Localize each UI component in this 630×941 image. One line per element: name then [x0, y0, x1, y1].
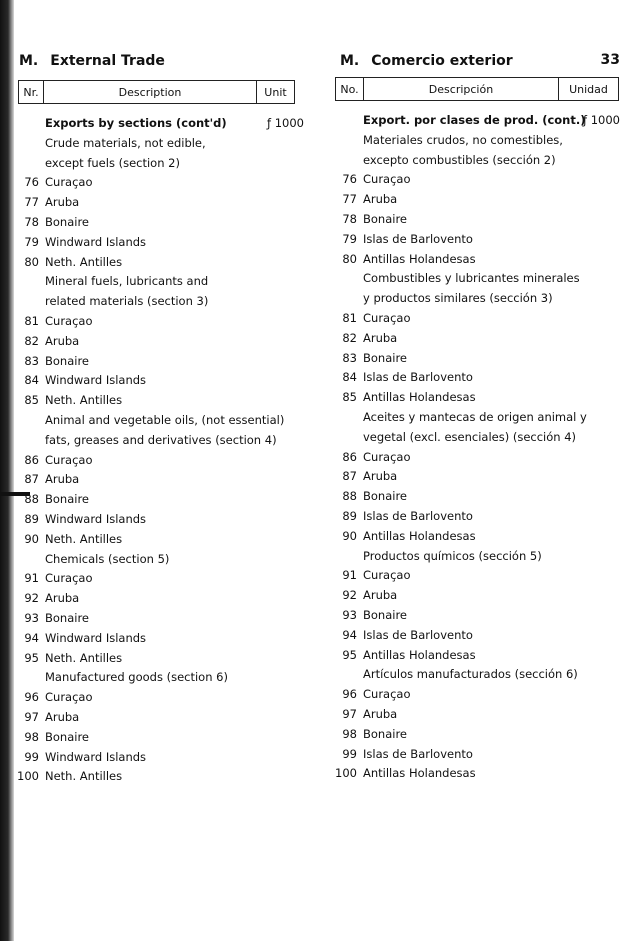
row-description: Crude materials, not edible,	[45, 135, 206, 150]
section-heading-row	[14, 292, 304, 312]
right-table-header	[335, 77, 619, 101]
table-row	[332, 705, 620, 725]
row-description: Curaçao	[45, 452, 93, 467]
table-row	[332, 388, 620, 408]
row-description: y productos similares (sección 3)	[363, 291, 553, 306]
row-number: 88	[342, 489, 357, 504]
row-description: Aruba	[363, 469, 398, 484]
row-description: Bonaire	[363, 489, 408, 504]
section-heading-row	[14, 114, 304, 134]
row-number: 94	[342, 627, 357, 642]
row-number: 77	[24, 195, 39, 210]
row-description: Windward Islands	[45, 511, 147, 526]
section-heading-row	[332, 289, 620, 309]
table-row	[332, 210, 620, 230]
row-number: 82	[342, 330, 357, 345]
table-row	[332, 685, 620, 705]
table-row	[332, 368, 620, 388]
row-description: Bonaire	[45, 492, 90, 507]
row-description: Antillas Holandesas	[363, 390, 476, 405]
row-number: 93	[342, 607, 357, 622]
row-number: 76	[24, 175, 39, 190]
row-number: 89	[24, 511, 39, 526]
table-row	[14, 708, 304, 728]
right-header-no: No.	[336, 78, 364, 100]
section-heading-row	[332, 547, 620, 567]
section-heading-row	[14, 550, 304, 570]
section-heading-row	[14, 272, 304, 292]
section-heading-row	[332, 269, 620, 289]
table-row	[332, 606, 620, 626]
table-row	[14, 391, 304, 411]
table-row	[14, 332, 304, 352]
row-number: 92	[342, 588, 357, 603]
row-number: 95	[24, 650, 39, 665]
row-description: Aruba	[45, 333, 80, 348]
row-number: 98	[342, 726, 357, 741]
row-description: Windward Islands	[45, 373, 147, 388]
row-number: 78	[24, 214, 39, 229]
row-description: Antillas Holandesas	[363, 528, 476, 543]
row-description: Neth. Antilles	[45, 393, 123, 408]
table-row	[14, 470, 304, 490]
row-number: 82	[24, 333, 39, 348]
row-description: Windward Islands	[45, 630, 147, 645]
row-description: Curaçao	[45, 313, 93, 328]
section-heading-row	[332, 408, 620, 428]
left-table-body	[14, 114, 304, 787]
row-description: Combustibles y lubricantes minerales	[363, 271, 580, 286]
row-description: Islas de Barlovento	[363, 746, 473, 761]
row-description: Aruba	[363, 192, 398, 207]
right-section-letter: M.	[340, 53, 360, 69]
row-description: Curaçao	[363, 687, 411, 702]
row-description: Aruba	[363, 706, 398, 721]
section-heading-row	[14, 431, 304, 451]
row-number: 92	[24, 591, 39, 606]
row-number: 79	[24, 234, 39, 249]
section-heading-row	[14, 154, 304, 174]
right-section-title	[340, 53, 513, 69]
row-description: Productos químicos (sección 5)	[363, 548, 542, 563]
right-table-body	[332, 111, 620, 784]
row-number: 86	[24, 452, 39, 467]
left-header-no: Nr.	[19, 81, 44, 103]
row-description: except fuels (section 2)	[45, 155, 180, 170]
row-number: 78	[342, 211, 357, 226]
section-heading-row	[332, 151, 620, 171]
row-description: Bonaire	[45, 214, 90, 229]
row-description: Aruba	[45, 709, 80, 724]
row-number: 94	[24, 630, 39, 645]
table-row	[332, 487, 620, 507]
row-number: 86	[342, 449, 357, 464]
row-description: Islas de Barlovento	[363, 370, 473, 385]
row-description: Antillas Holandesas	[363, 647, 476, 662]
row-number: 83	[24, 353, 39, 368]
left-section-title	[19, 53, 165, 69]
row-description: Bonaire	[45, 729, 90, 744]
row-number: 85	[342, 390, 357, 405]
table-row	[14, 688, 304, 708]
table-row	[332, 250, 620, 270]
row-description: Artículos manufacturados (sección 6)	[363, 667, 578, 682]
left-header-unit: Unit	[264, 85, 287, 99]
table-row	[332, 764, 620, 784]
table-row	[332, 170, 620, 190]
table-row	[332, 230, 620, 250]
table-row	[332, 646, 620, 666]
row-description: fats, greases and derivatives (section 4)	[45, 432, 277, 447]
table-row	[14, 530, 304, 550]
row-number: 97	[24, 709, 39, 724]
row-description: Curaçao	[45, 175, 93, 190]
row-number: 91	[24, 571, 39, 586]
section-heading-row	[332, 428, 620, 448]
row-description: Windward Islands	[45, 234, 147, 249]
row-description: Neth. Antilles	[45, 769, 123, 784]
row-description: Curaçao	[363, 172, 411, 187]
row-description: Materiales crudos, no comestibles,	[363, 132, 563, 147]
row-description: Antillas Holandesas	[363, 251, 476, 266]
section-heading-row	[332, 665, 620, 685]
row-description: Aruba	[363, 588, 398, 603]
table-row	[14, 569, 304, 589]
table-row	[14, 629, 304, 649]
row-description: Islas de Barlovento	[363, 231, 473, 246]
row-description: Curaçao	[45, 690, 93, 705]
row-number: 100	[335, 766, 357, 781]
row-description: Islas de Barlovento	[363, 508, 473, 523]
row-description: Aceites y mantecas de origen animal y	[363, 409, 587, 424]
table-row	[14, 451, 304, 471]
row-description: Curaçao	[45, 571, 93, 586]
page-number: 33	[600, 52, 620, 68]
row-number: 97	[342, 706, 357, 721]
row-number: 81	[342, 310, 357, 325]
row-description: Bonaire	[363, 607, 408, 622]
table-row	[14, 233, 304, 253]
right-header-description: Descripción	[364, 78, 559, 100]
section-heading-row	[332, 111, 620, 131]
row-number: 98	[24, 729, 39, 744]
table-row	[332, 190, 620, 210]
table-row	[14, 510, 304, 530]
row-description: Neth. Antilles	[45, 531, 123, 546]
table-row	[14, 728, 304, 748]
table-row	[332, 329, 620, 349]
row-description: Bonaire	[363, 350, 408, 365]
row-description: Aruba	[45, 195, 80, 210]
table-row	[332, 725, 620, 745]
table-row	[14, 649, 304, 669]
row-number: 84	[342, 370, 357, 385]
table-row	[332, 507, 620, 527]
row-number: 85	[24, 393, 39, 408]
row-description: Islas de Barlovento	[363, 627, 473, 642]
row-description: vegetal (excl. esenciales) (sección 4)	[363, 429, 577, 444]
row-description: Bonaire	[363, 211, 408, 226]
table-row	[332, 527, 620, 547]
row-number: 95	[342, 647, 357, 662]
row-number: 96	[342, 687, 357, 702]
table-row	[332, 467, 620, 487]
row-description: Animal and vegetable oils, (not essential)	[45, 412, 285, 427]
row-description: excepto combustibles (sección 2)	[363, 152, 556, 167]
page-binding-edge	[0, 0, 14, 941]
row-description: Chemicals (section 5)	[45, 551, 170, 566]
table-row	[14, 193, 304, 213]
row-number: 99	[342, 746, 357, 761]
row-description: Windward Islands	[45, 749, 147, 764]
row-number: 89	[342, 508, 357, 523]
table-row	[332, 566, 620, 586]
row-description: Aruba	[45, 472, 80, 487]
table-row	[14, 213, 304, 233]
table-row	[14, 767, 304, 787]
table-row	[14, 173, 304, 193]
table-row	[332, 448, 620, 468]
section-heading-row	[332, 131, 620, 151]
row-unit: ƒ 1000	[583, 113, 620, 127]
table-row	[332, 626, 620, 646]
row-description: Manufactured goods (section 6)	[45, 670, 228, 685]
row-number: 77	[342, 192, 357, 207]
row-number: 87	[24, 472, 39, 487]
row-number: 90	[342, 528, 357, 543]
row-description: Export. por clases de prod. (cont.)	[363, 113, 586, 127]
left-section-letter: M.	[19, 53, 39, 69]
table-row	[332, 586, 620, 606]
row-number: 80	[342, 251, 357, 266]
row-description: Exports by sections (cont'd)	[45, 116, 227, 130]
row-number: 80	[24, 254, 39, 269]
row-number: 96	[24, 690, 39, 705]
row-number: 90	[24, 531, 39, 546]
row-number: 79	[342, 231, 357, 246]
row-description: Bonaire	[363, 726, 408, 741]
table-row	[14, 748, 304, 768]
row-description: Neth. Antilles	[45, 650, 123, 665]
section-heading-row	[14, 134, 304, 154]
row-unit: ƒ 1000	[267, 116, 304, 130]
row-description: Curaçao	[363, 449, 411, 464]
table-row	[14, 490, 304, 510]
row-number: 81	[24, 313, 39, 328]
row-number: 99	[24, 749, 39, 764]
table-row	[14, 371, 304, 391]
row-description: Aruba	[45, 591, 80, 606]
table-row	[14, 589, 304, 609]
table-row	[14, 352, 304, 372]
row-description: Aruba	[363, 330, 398, 345]
row-description: Antillas Holandesas	[363, 766, 476, 781]
row-description: Curaçao	[363, 310, 411, 325]
table-row	[14, 609, 304, 629]
left-title-text: External Trade	[50, 53, 165, 69]
row-description: Bonaire	[45, 610, 90, 625]
row-number: 83	[342, 350, 357, 365]
row-number: 88	[24, 492, 39, 507]
right-title-text: Comercio exterior	[371, 53, 513, 69]
row-description: Curaçao	[363, 568, 411, 583]
row-number: 91	[342, 568, 357, 583]
row-number: 76	[342, 172, 357, 187]
row-number: 93	[24, 610, 39, 625]
row-number: 87	[342, 469, 357, 484]
row-number: 100	[17, 769, 39, 784]
section-heading-row	[14, 668, 304, 688]
table-row	[14, 253, 304, 273]
table-row	[332, 745, 620, 765]
row-description: Neth. Antilles	[45, 254, 123, 269]
row-description: Mineral fuels, lubricants and	[45, 274, 209, 289]
right-header-unit: Unidad	[569, 82, 608, 96]
table-row	[332, 349, 620, 369]
table-row	[332, 309, 620, 329]
table-row	[14, 312, 304, 332]
row-description: Bonaire	[45, 353, 90, 368]
left-header-description: Description	[44, 81, 257, 103]
left-table-header	[18, 80, 295, 104]
row-description: related materials (section 3)	[45, 294, 209, 309]
row-number: 84	[24, 373, 39, 388]
section-heading-row	[14, 411, 304, 431]
